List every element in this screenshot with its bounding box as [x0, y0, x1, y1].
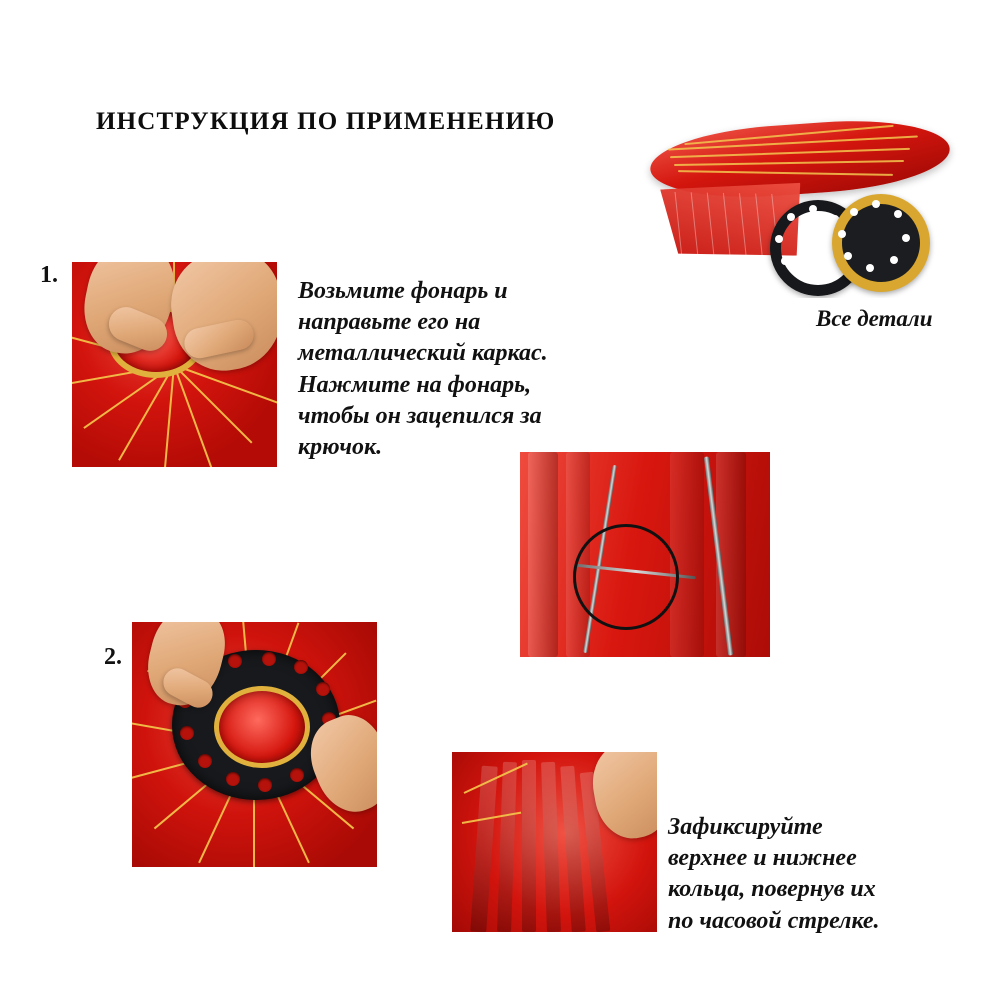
step-1-line: чтобы он зацепился за — [298, 402, 542, 429]
step-2-text — [668, 812, 968, 937]
caption-all-parts: Все детали — [816, 306, 933, 331]
hook-highlight-circle — [573, 524, 679, 630]
page-title: ИНСТРУКЦИЯ ПО ПРИМЕНЕНИЮ — [96, 108, 556, 135]
step-2-line: по часовой стрелке. — [668, 907, 880, 934]
step-1-line: Нажмите на фонарь, — [298, 371, 532, 398]
photo-hook-closeup — [520, 452, 770, 657]
photo-all-parts — [640, 108, 960, 298]
photo-folded-lantern — [452, 752, 657, 932]
step-1-text — [298, 276, 628, 463]
photo-step-2 — [132, 622, 377, 867]
inner-red-cap — [214, 686, 310, 768]
step-1-line: Возьмите фонарь и — [298, 278, 508, 304]
step-1-line: направьте его на — [298, 309, 481, 336]
photo-step-1 — [72, 262, 277, 467]
step-1-number: 1. — [40, 262, 58, 288]
step-1-line: металлический каркас. — [298, 340, 548, 367]
step-2-number: 2. — [104, 644, 122, 670]
step-2-line: Зафиксируйте — [668, 814, 823, 840]
step-2-line: кольца, повернув их — [668, 876, 876, 903]
step-2-line: верхнее и нижнее — [668, 845, 857, 872]
gold-ring-part — [832, 194, 930, 292]
step-1-line: крючок. — [298, 433, 383, 460]
